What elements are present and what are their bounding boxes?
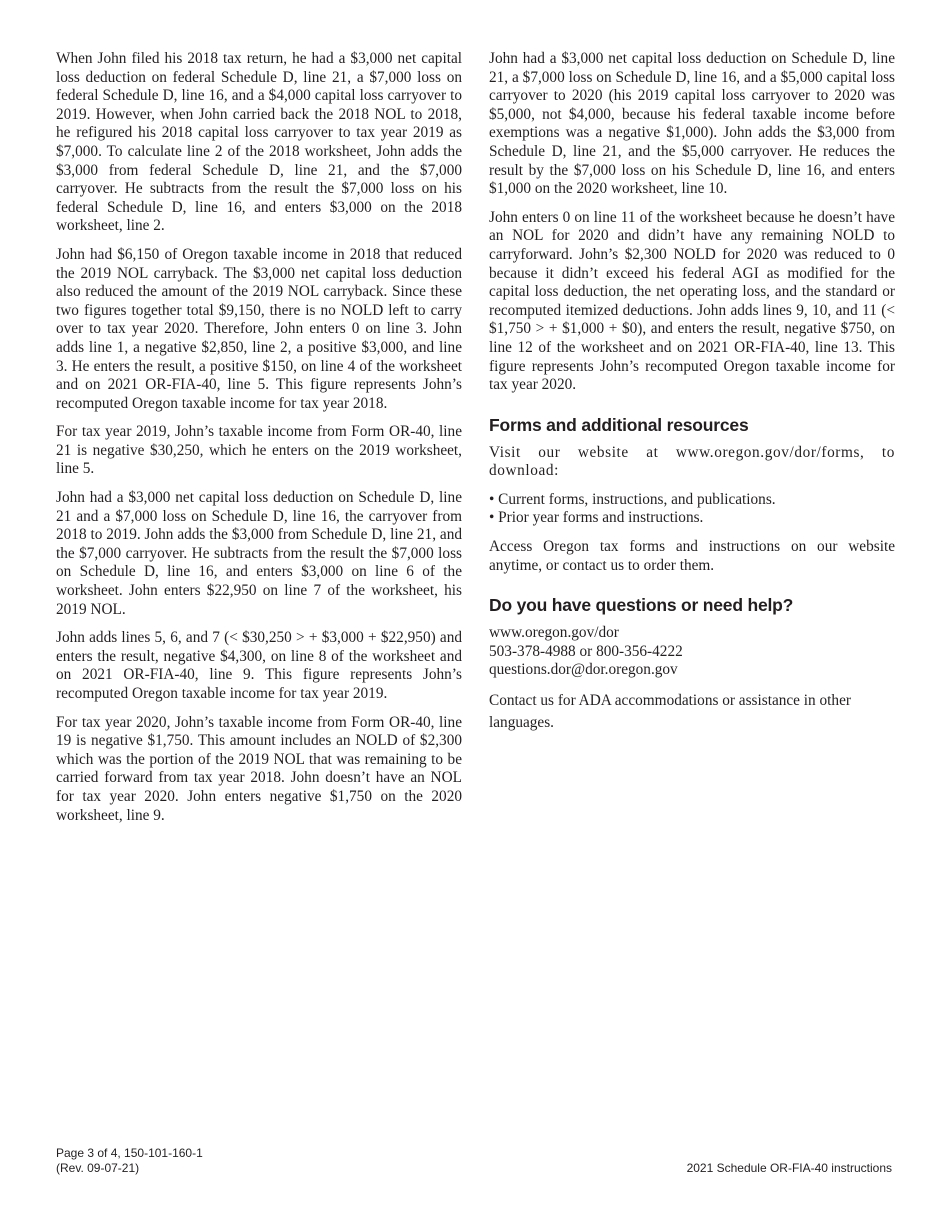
left-column — [56, 50, 462, 835]
list-item: • Current forms, instructions, and publications. — [489, 490, 776, 508]
page-number: Page 3 of 4, 150-101-160-1 — [56, 1146, 203, 1160]
footer-document-title: 2021 Schedule OR-FIA-40 instructions — [686, 1161, 892, 1175]
paragraph-2018-capital-loss: When John filed his 2018 tax return, he had a $3,000 net capital loss deduction on federal Schedule D, line 21, a $7,000 loss on federal Schedule D, line 16, and a $4,000 capital loss carryover to 2019. However, when John carried back the 2018 NOL to 2018, he refigured his 2018 capital loss carryover to tax year 2019 as $7,000. To calculate line 2 of the 2018 worksheet, John adds the $3,000 from federal Schedule D, line 21, and the $7,000 carryover. He subtracts from the result the $7,000 loss on his federal Schedule D, line 16, and enters $3,000 on the 2018 worksheet, line 2. — [56, 50, 462, 235]
forms-resources-heading: Forms and additional resources — [489, 414, 749, 435]
paragraph-2019-recomputed: John adds lines 5, 6, and 7 (< $30,250 > + $3,000 + $22,950) and enters the result, negative $4,300, on line 8 of the worksheet and on 2021 OR-FIA-40, line 9. This figure represents John’s recomputed Oregon taxable income for tax year 2019. — [56, 629, 462, 702]
paragraph-2020-recomputed: John enters 0 on line 11 of the worksheet because he doesn’t have an NOL for 2020 and didn’t have any remaining NOLD to carryforward. John’s $2,300 NOLD for 2020 was reduced to 0 because it didn’t exceed his federal AGI as modified for the capital loss deduction, the net operating loss, and the standard or recomputed itemized deductions. John adds lines 9, 10, and 11 (< $1,750 > + $1,000 + $0), and enters the result, negative $750, on line 12 of the worksheet and on 2021 OR-FIA-40, line 13. This figure represents John’s recomputed Oregon taxable income for tax year 2020. — [489, 208, 895, 394]
website-link[interactable]: www.oregon.gov/dor — [489, 624, 619, 642]
ada-text: Contact us for ADA accommodations or assistance in other languages. — [489, 692, 851, 732]
phone-numbers: 503-378-4988 or 800-356-4222 — [489, 642, 683, 660]
paragraph-2020-taxable-income: For tax year 2020, John’s taxable income from Form OR-40, line 19 is negative $1,750. This amount includes an NOLD of $2,300 which was the portion of the 2019 NOL that was remaining to be carried forward from tax year 2018. John doesn’t have an NOL for tax year 2020. John enters negative $1,750 on the 2020 worksheet, line 9. — [56, 713, 462, 824]
paragraph-2019-taxable-income: For tax year 2019, John’s taxable income from Form OR-40, line 21 is negative $30,250, which he enters on the 2019 worksheet, line 5. — [56, 423, 462, 478]
revision-date: (Rev. 09-07-21) — [56, 1161, 140, 1175]
footer-page-info — [56, 1146, 203, 1176]
forms-intro: Visit our website at www.oregon.gov/dor/forms, to download: — [489, 443, 895, 480]
forms-list — [489, 491, 895, 528]
right-column — [489, 50, 895, 744]
paragraph-2018-taxable-income: John had $6,150 of Oregon taxable income in 2018 that reduced the 2019 NOL carryback. The $3,000 net capital loss deduction also reduced the amount of the 2019 NOL carryback. Since these two figures together total $9,150, there is no NOLD left to carry over to tax year 2020. Therefore, John enters 0 on line 3. John adds line 1, a negative $2,850, line 2, a positive $3,000, and line 3. He enters the result, a positive $150, on line 4 of the worksheet and on 2021 OR-FIA-40, line 5. This figure represents John’s recomputed Oregon taxable income for tax year 2018. — [56, 245, 462, 412]
contact-block — [489, 624, 895, 680]
email-link[interactable]: questions.dor@dor.oregon.gov — [489, 661, 678, 679]
paragraph-2020-capital-loss: John had a $3,000 net capital loss deduction on Schedule D, line 21, a $7,000 loss on Schedule D, line 16, and a $5,000 capital loss carryover to 2020 (his 2019 capital loss carryover to 2020 was $5,000, not $4,000, because his federal taxable income before exemptions was a negative $1,000). John adds the $3,000 from Schedule D, line 21, and the $5,000 carryover. He reduces the result by the $7,000 loss on his Schedule D, line 16, and enters $1,000 on the 2020 worksheet, line 10. — [489, 50, 895, 198]
list-item: • Prior year forms and instructions. — [489, 509, 704, 527]
help-heading: Do you have questions or need help? — [489, 595, 794, 616]
paragraph-2019-capital-loss: John had a $3,000 net capital loss deduction on Schedule D, line 21 and a $7,000 loss on Schedule D, line 16, the carryover from 2018 to 2019. John adds the $3,000 from Schedule D, line 21, and the $7,000 carryover. He subtracts from the result the $7,000 loss on Schedule D, line 16, and enters $3,000 on line 6 of the worksheet. John enters $22,950 on line 7 of the worksheet, his 2019 NOL. — [56, 489, 462, 618]
forms-access-text: Access Oregon tax forms and instructions on our website anytime, or contact us to order them. — [489, 538, 895, 574]
